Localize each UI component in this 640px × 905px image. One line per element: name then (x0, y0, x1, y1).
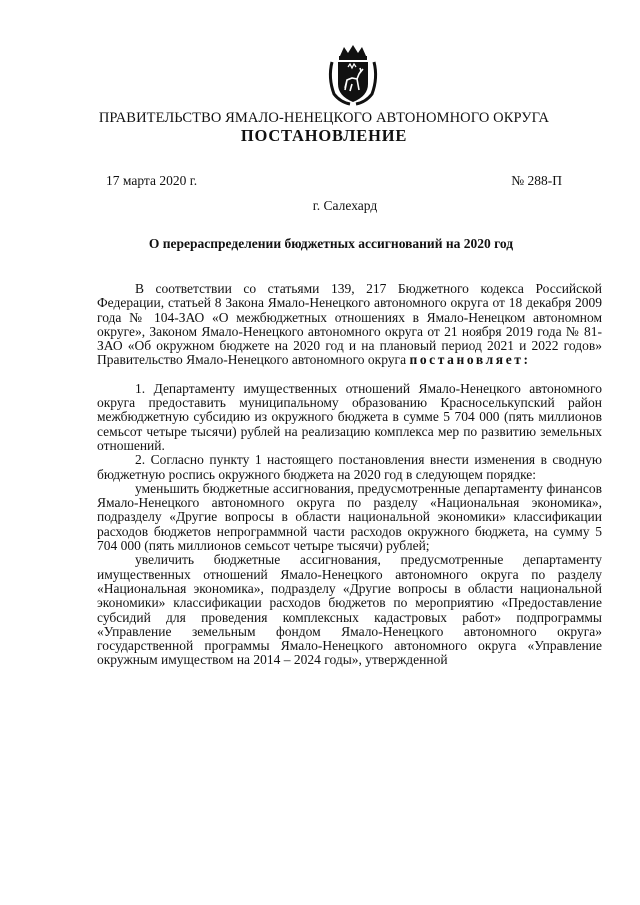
preamble-paragraph (97, 282, 602, 368)
document-date: 17 марта 2020 г. (106, 173, 198, 188)
preamble-text: В соответствии со статьями 139, 217 Бюджетного кодекса Российской Федерации, статьей 8 Закона Ямало-Ненецкого автономного округа от 18 декабря 2009 года № 104-ЗАО «О межбюджетных отношениях в Ямало-Ненецком автономном округе», Законом Ямало-Ненецкого автономного округа от 21 ноября 2019 года № 81-ЗАО «Об окружном бюджете на 2020 год и на плановый период 2021 и 2022 годов» Правительство Ямало-Ненецкого автономного округа (97, 281, 602, 368)
item-1-paragraph: 1. Департаменту имущественных отношений Ямало-Ненецкого автономного округа предоставить муниципальному образованию Красноселькупский район межбюджетную субсидию из окружного бюджета в сумме 5 704 000 (пять миллионов семьсот четыре тысячи) рублей на реализацию комплекса мер по развитию земельных отношений. (97, 380, 602, 453)
document-number: № 288-П (511, 173, 562, 188)
coat-of-arms-icon (326, 44, 380, 108)
document-type: ПОСТАНОВЛЕНИЕ (240, 126, 408, 145)
document-subject: О перераспределении бюджетных ассигнований на 2020 год (148, 236, 514, 251)
item-2-paragraph: 2. Согласно пункту 1 настоящего постановления внести изменения в сводную бюджетную роспись окружного бюджета на 2020 год в следующем порядке: (97, 452, 602, 482)
document-city: г. Салехард (312, 198, 378, 213)
government-name: ПРАВИТЕЛЬСТВО ЯМАЛО-НЕНЕЦКОГО АВТОНОМНОГО ОКРУГА (98, 110, 550, 126)
item-2-reduce-paragraph: уменьшить бюджетные ассигнования, предусмотренные департаменту финансов Ямало-Ненецкого автономного округа по разделу «Национальная экономика», подразделу «Другие вопросы в области национальной экономики» классификации расходов бюджетов непрограммной части расходов окружного бюджета, на сумму 5 704 000 (пять миллионов семьсот четыре тысячи) рублей; (97, 480, 602, 554)
document-body (97, 282, 602, 668)
decree-word: постановляет: (409, 352, 531, 368)
item-2-increase-paragraph: увеличить бюджетные ассигнования, предусмотренные департаменту имущественных отношений Ямало-Ненецкого автономного округа по разделу «Национальная экономика», подразделу «Другие вопросы в области национальной экономики» классификации расходов бюджетов по мероприятию «Предоставление субсидий для проведения комплексных кадастровых работ» подпрограммы «Управление земельным фондом Ямало-Ненецкого автономного округа» государственной программы Ямало-Ненецкого автономного округа «Управление окружным имуществом на 2014 – 2024 годы», утвержденной (97, 552, 602, 668)
